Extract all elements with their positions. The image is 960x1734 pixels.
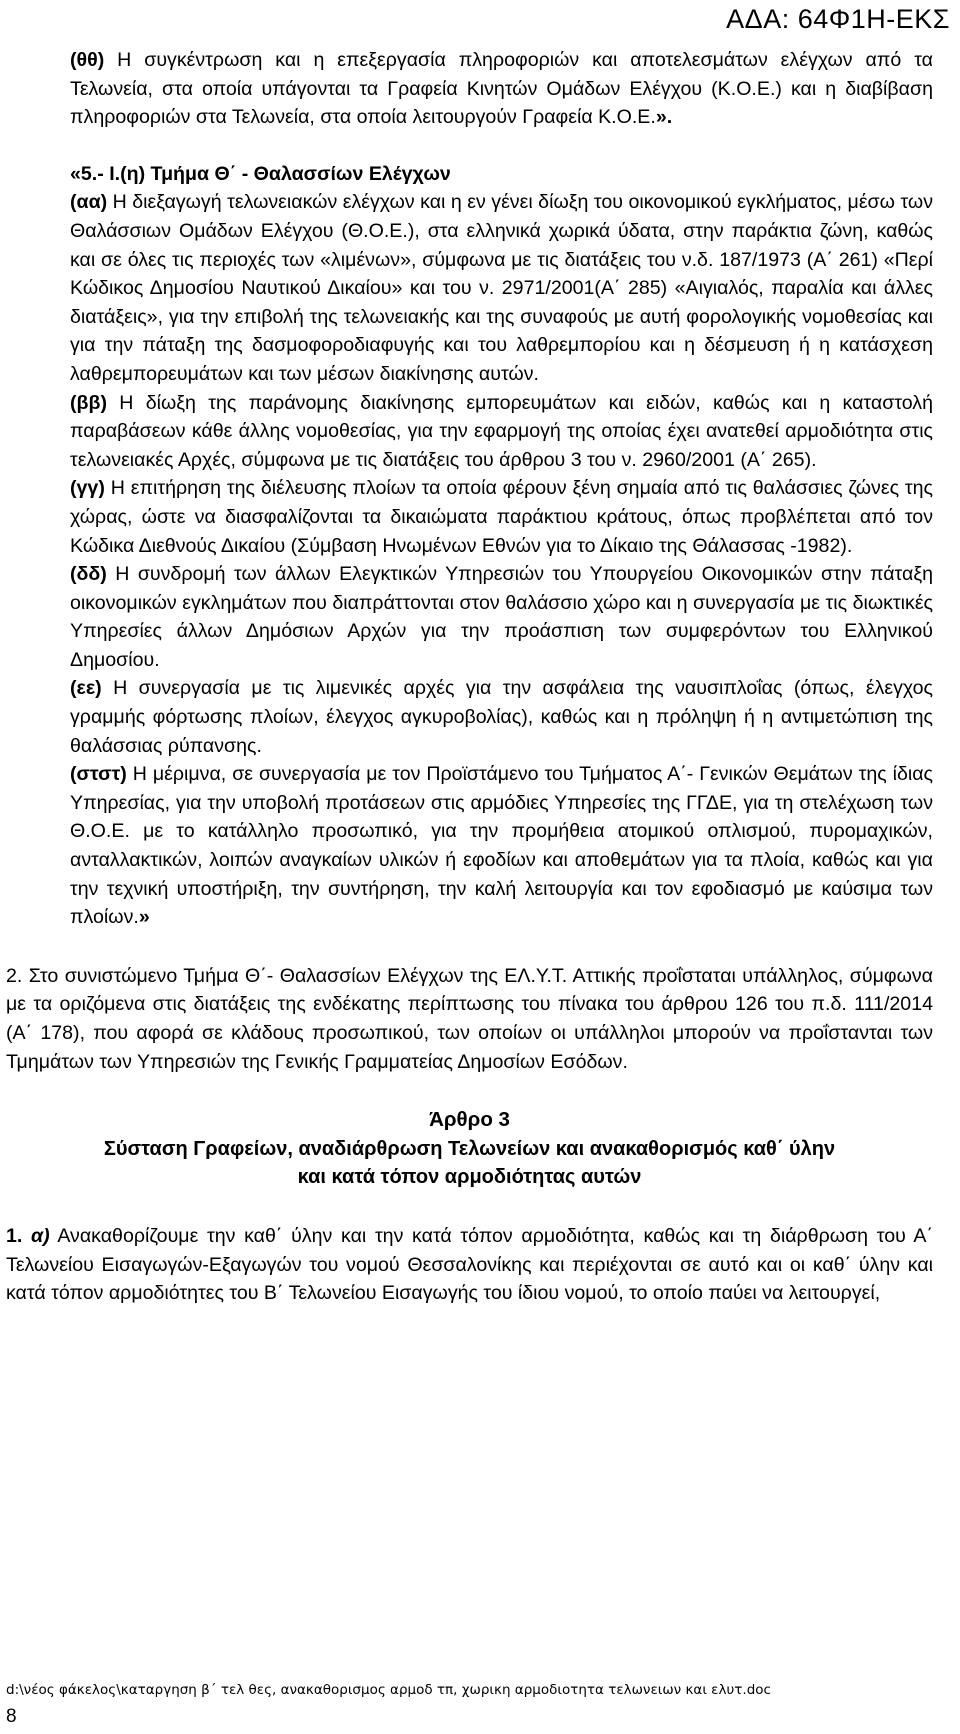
text-2: Στο συνιστώμενο Τμήμα Θ΄- Θαλασσίων Ελέγχων της ΕΛ.Υ.Τ. Αττικής προΐσταται υπάλληλος, σύμφωνα με τα οριζόμενα στις διατάξεις της ενδέκατης περίπτωσης του πίνακα του άρθρου 126 του π.δ. 111/2014 (Α΄ 178), που αφορά σε κλάδους προσωπικού, των οποίων οι υπάλληλοι μπορούν να προΐστανται των Τμημάτων των Υπηρεσιών της Γενικής Γραμματείας Δημοσίων Εσόδων. xyxy=(6,964,933,1073)
label-aa: (αα) xyxy=(70,191,108,214)
paragraph-gg xyxy=(70,474,933,560)
footer-file-path: d:\νέος φάκελος\καταργηση β΄ τελ θες, ανακαθορισμος αρμοδ τπ, χωρικη αρμοδιοτητα τελωνειων και ελυτ.doc xyxy=(6,1682,771,1698)
label-1a: α) xyxy=(22,1224,50,1247)
label-gg: (γγ) xyxy=(70,477,105,500)
paragraph-dd xyxy=(70,560,933,674)
text-bb: Η δίωξη της παράνομης διακίνησης εμπορευμάτων και ειδών, καθώς και η καταστολή παραβάσεων κάθε άλλης νομοθεσίας, για την εφαρμογή της οποίας έχει ανατεθεί αρμοδιότητα στις τελωνειακές Αρχές, σύμφωνα με τις διατάξεις του άρθρου 3 του ν. 2960/2001 (Α΄ 265). xyxy=(70,391,933,471)
article-title: Άρθρο 3 xyxy=(429,1108,510,1132)
label-ee: (εε) xyxy=(70,677,102,700)
text-theta: Η συγκέντρωση και η επεξεργασία πληροφοριών και αποτελεσμάτων ελέγχων από τα Τελωνεία, στα οποία υπάγονται τα Γραφεία Κινητών Ομάδων Ελέγχου (Κ.Ο.Ε.) και η διαβίβαση πληροφοριών στα Τελωνεία, στα οποία λειτουργούν Γραφεία Κ.Ο.Ε. xyxy=(70,49,933,129)
paragraph-article3-1 xyxy=(6,1222,933,1308)
document-body xyxy=(6,46,934,1308)
article-subtitle-line2: και κατά τόπον αρμοδιότητας αυτών xyxy=(297,1166,642,1189)
section-heading: «5.- Ι.(η) Τμήμα Θ΄ - Θαλασσίων Ελέγχων xyxy=(70,162,451,185)
paragraph-aa xyxy=(70,188,933,388)
label-bb: (ββ) xyxy=(70,391,107,414)
paragraph-ee xyxy=(70,674,933,760)
text-aa: Η διεξαγωγή τελωνειακών ελέγχων και η εν γένει δίωξη του οικονομικού εγκλήματος, μέσω των Θαλάσσιων Ομάδων Ελέγχου (Θ.Ο.Ε.), στα ελληνικά χωρικά ύδατα, στην παράκτια ζώνη, καθώς και σε όλες τις περιοχές των «λιμένων», σύμφωνα με τις διατάξεις του ν.δ. 187/1973 (Α΄ 261) «Περί Κώδικος Δημοσίου Ναυτικού Δικαίου» και του ν. 2971/2001(Α΄ 285) «Αιγιαλός, παραλία και άλλες διατάξεις», για την επιβολή της τελωνειακής και της συναφούς με αυτή φορολογικής νομοθεσίας και για την πάταξη της δασμοφοροδιαφυγής και του λαθρεμπορίου και η δέσμευση ή η κατάσχεση λαθρεμπορευμάτων και των μέσων διακίνησης αυτών. xyxy=(70,191,933,385)
label-dd: (δδ) xyxy=(70,563,107,586)
text-dd: Η συνδρομή των άλλων Ελεγκτικών Υπηρεσιών του Υπουργείου Οικονομικών στην πάταξη οικονομικών εγκλημάτων που διαπράττονται στον θαλάσσιο χώρο και η συνεργασία με τις διωκτικές Υπηρεσίες άλλων Δημόσιων Αρχών για την προάσπιση των συμφερόντων του Ελληνικού Δημοσίου. xyxy=(70,563,933,671)
paragraph-bb xyxy=(70,389,933,475)
label-1: 1. xyxy=(6,1224,23,1247)
text-ee: Η συνεργασία με τις λιμενικές αρχές για την ασφάλεια της ναυσιπλοΐας (όπως, έλεγχος γραμμής φόρτωσης πλοίων, έλεγχος αγκυροβολίας), καθώς και η πρόληψη ή η αντιμετώπιση της θαλάσσιας ρύπανσης. xyxy=(70,677,933,757)
quote-close-stst: » xyxy=(138,906,150,929)
text-gg: Η επιτήρηση της διέλευσης πλοίων τα οποία φέρουν ξένη σημαία από τις θαλάσσιες ζώνες της χώρας, ώστε να διασφαλίζονται τα δικαιώματα παράκτιου κράτους, όπως προβλέπεται από τον Κώδικα Διεθνούς Δικαίου (Σύμβαση Ηνωμένων Εθνών για το Δίκαιο της Θάλασσας -1982). xyxy=(70,477,933,557)
paragraph-theta xyxy=(70,46,933,132)
text-1: Ανακαθορίζουμε την καθ΄ ύλην και την κατά τόπον αρμοδιότητα, καθώς και τη διάρθρωση του Α΄ Τελωνείου Εισαγωγών-Εξαγωγών του νομού Θεσσαλονίκης και περιέχονται σε αυτό και οι καθ΄ ύλην και κατά τόπον αρμοδιότητες του Β΄ Τελωνείου Εισαγωγής του ίδιου νομού, το οποίο παύει να λειτουργεί, xyxy=(6,1224,934,1305)
ada-code: ΑΔΑ: 64Φ1Η-ΕΚΣ xyxy=(726,4,950,34)
label-stst: (στστ) xyxy=(70,763,127,786)
paragraph-stst xyxy=(70,760,933,932)
page-number: 8 xyxy=(6,1706,17,1727)
label-2: 2. xyxy=(6,964,23,987)
article-subtitle-line1: Σύσταση Γραφείων, αναδιάρθρωση Τελωνείων και ανακαθορισμός καθ΄ ύλην xyxy=(103,1137,836,1160)
label-theta: (θθ) xyxy=(70,49,105,71)
paragraph-2 xyxy=(6,962,933,1076)
text-stst: Η μέριμνα, σε συνεργασία με τον Προϊστάμενο του Τμήματος Α΄- Γενικών Θεμάτων της ίδιας Υπηρεσίας, για την υποβολή προτάσεων στις αρμόδιες Υπηρεσίες της ΓΓΔΕ, για τη στελέχωση των Θ.Ο.Ε. με το κατάλληλο προσωπικό, για την προμήθεια ατομικού οπλισμού, πυρομαχικών, ανταλλακτικών, λοιπών αναγκαίων υλικών ή εφοδίων και αποθεμάτων για τα πλοία, καθώς και για την τεχνική υποστήριξη, την συντήρηση, την καλή λειτουργία και τον εφοδιασμό με καύσιμα των πλοίων. xyxy=(70,763,933,929)
quote-close: ». xyxy=(655,106,673,129)
